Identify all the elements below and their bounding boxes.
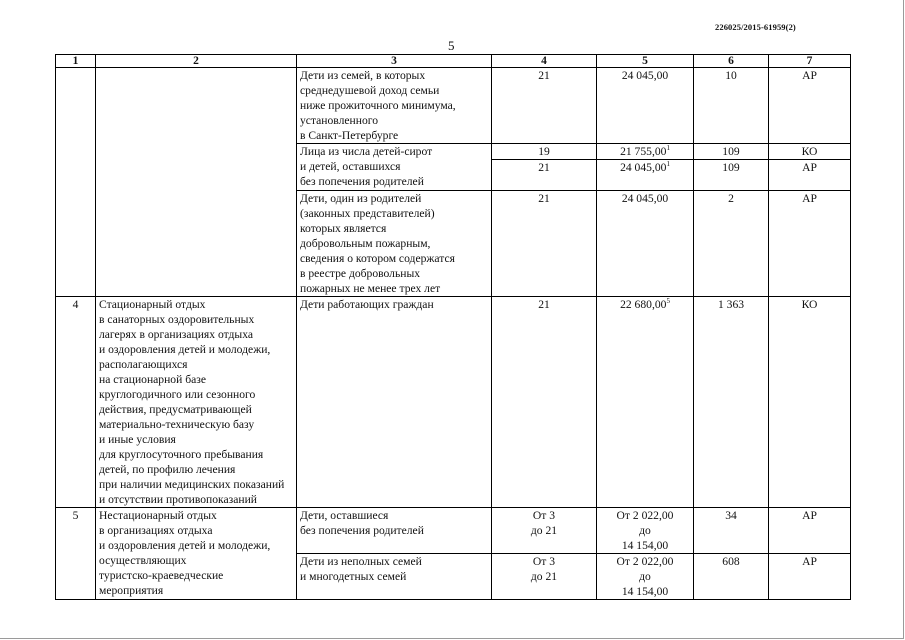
- type-cell: КО: [769, 297, 851, 508]
- type-cell: АР: [769, 191, 851, 297]
- column-header: 6: [694, 55, 769, 68]
- count-cell: 2: [694, 191, 769, 297]
- table-row: [56, 68, 851, 144]
- column-header: 1: [56, 55, 96, 68]
- cost-cell: 22 680,00$^5$: [597, 297, 694, 508]
- category-cell: Дети из неполных семей и многодетных семей: [297, 554, 492, 600]
- row-number-cell: 4: [56, 297, 96, 508]
- type-cell: АР: [769, 508, 851, 554]
- table-row: [56, 508, 851, 554]
- age-cell: От 3 до 21: [492, 508, 597, 554]
- cost-cell: 24 045,00$^1$: [597, 160, 694, 191]
- count-cell: 109: [694, 144, 769, 160]
- age-cell: 19: [492, 144, 597, 160]
- type-cell: КО: [769, 144, 851, 160]
- count-cell: 608: [694, 554, 769, 600]
- count-cell: 1 363: [694, 297, 769, 508]
- row-number-cell: 5: [56, 508, 96, 600]
- cost-cell: 24 045,00: [597, 68, 694, 144]
- age-cell: 21: [492, 191, 597, 297]
- rest-type-cell: Стационарный отдых в санаторных оздоровительных лагерях в организациях отдыха и оздоровления детей и молодежи, располагающихся на стационарной базе круглогодичного или сезонного действия, предусматривающей материально-техническую базу и иные условия для круглосуточного пребывания детей, по профилю лечения при наличии медицинских показаний и отсутствии противопоказаний: [96, 297, 297, 508]
- column-header: 4: [492, 55, 597, 68]
- page-number: 5: [448, 38, 455, 53]
- category-cell: Дети работающих граждан: [297, 297, 492, 508]
- cost-cell: От 2 022,00 до 14 154,00: [597, 554, 694, 600]
- document-id: 226025/2015-61959(2): [715, 22, 796, 32]
- cost-cell: 21 755,00$^1$: [597, 144, 694, 160]
- type-cell: АР: [769, 554, 851, 600]
- category-cell: Лица из числа детей-сирот и детей, оставшихся без попечения родителей: [297, 144, 492, 191]
- count-cell: 109: [694, 160, 769, 191]
- cost-cell: 24 045,00: [597, 191, 694, 297]
- rest-type-cell: [96, 68, 297, 297]
- allocation-table: [55, 54, 851, 600]
- category-cell: Дети, один из родителей (законных представителей) которых является добровольным пожарным, сведения о котором содержатся в реестре добровольных пожарных не менее трех лет: [297, 191, 492, 297]
- table-header-row: [56, 55, 851, 68]
- column-header: 5: [597, 55, 694, 68]
- category-cell: Дети, оставшиеся без попечения родителей: [297, 508, 492, 554]
- cost-cell: От 2 022,00 до 14 154,00: [597, 508, 694, 554]
- column-header: 3: [297, 55, 492, 68]
- column-header: 7: [769, 55, 851, 68]
- count-cell: 10: [694, 68, 769, 144]
- count-cell: 34: [694, 508, 769, 554]
- age-cell: 21: [492, 68, 597, 144]
- rest-type-cell: Нестационарный отдых в организациях отдыха и оздоровления детей и молодежи, осуществляющих туристско-краеведческие мероприятия: [96, 508, 297, 600]
- age-cell: 21: [492, 160, 597, 191]
- category-cell: Дети из семей, в которых среднедушевой доход семьи ниже прожиточного минимума, установленного в Санкт-Петербурге: [297, 68, 492, 144]
- age-cell: 21: [492, 297, 597, 508]
- age-cell: От 3 до 21: [492, 554, 597, 600]
- column-header: 2: [96, 55, 297, 68]
- table-row: [56, 297, 851, 508]
- type-cell: АР: [769, 68, 851, 144]
- type-cell: АР: [769, 160, 851, 191]
- row-number-cell: [56, 68, 96, 297]
